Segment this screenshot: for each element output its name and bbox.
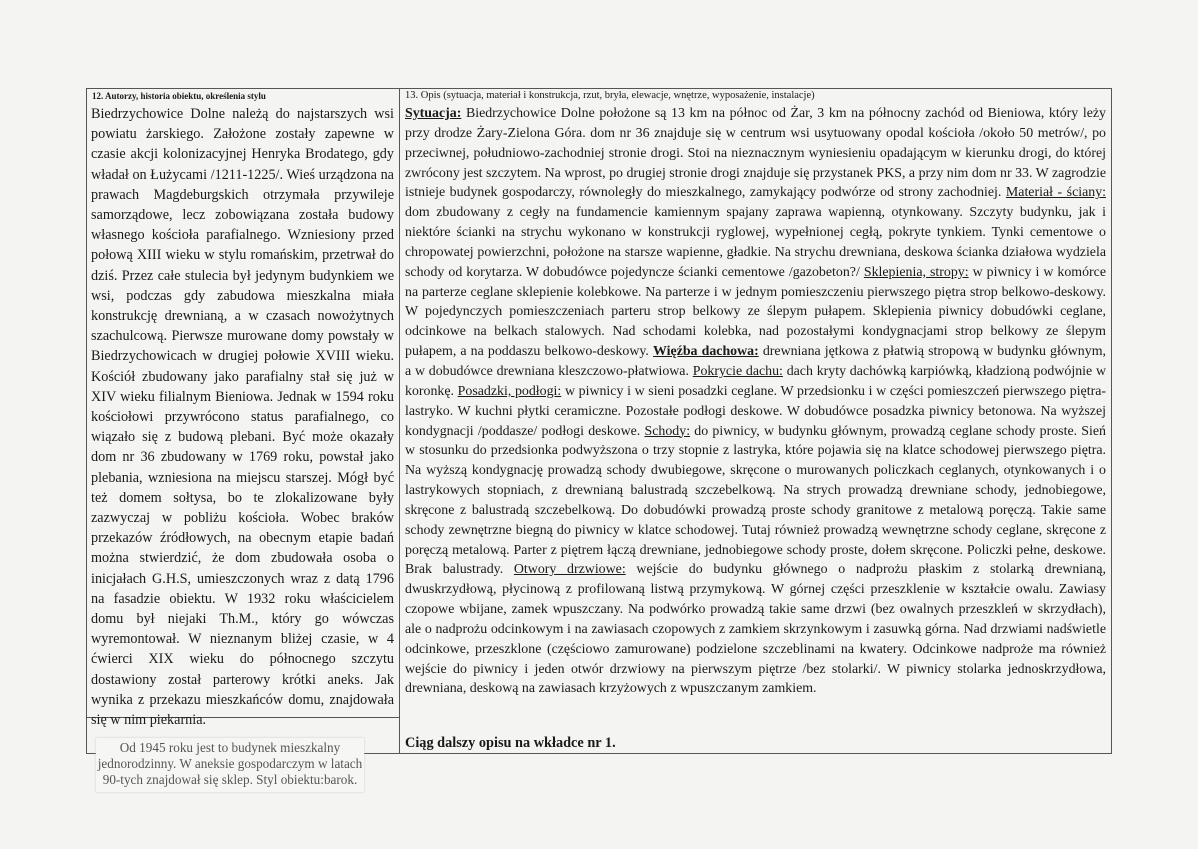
note-text: Od 1945 roku jest to budynek mieszkalny jednorodzinny. W aneksie gospodarczym w latach 90-tych znajdował się sklep. Styl obiektu:barok. <box>97 740 363 787</box>
section-label-roofing: Pokrycie dachu: <box>692 363 783 379</box>
section-label-roof-truss: Więźba dachowa: <box>653 344 759 360</box>
history-column <box>86 88 400 729</box>
history-paragraph: Biedrzychowice Dolne należą do najstarszych wsi powiatu żarskiego. Założone zostały zapewne w czasie akcji kolonizacyjnej Henryka Brodatego, gdy władał on Łużycami /1211-1225/. Wieś urządzona na prawach Magdeburgskich otrzymała przywileje samorządowe, lecz zobowiązana została budowy własnego kościoła parafialnego. Wzniesiony przed połową XIII wieku w stylu romańskim, przetrwał do dziś. Przez całe stulecia był jedynym budynkiem we wsi, podczas gdy zabudowa mieszkalna miała konstrukcję drewnianą, a w czasach nowożytnych szachulcową. Pierwsze murowane domy powstały w Biedrzychowicach w drugiej połowie XVIII wieku. Kościół zbudowany jako parafialny stał się już w XIV wieku filialnym Bieniowa. Jednak w 1594 roku kościołowi przywrócono status parafialnego, co wiązało się z budową plebani. Być może okazały dom nr 36 zbudowany w 1769 roku, powstał jako plebania, wzniesiona na miejscu starszej. Mógł być też domem sołtysa, bo te zlokalizowane były zazwyczaj w pobliżu kościoła. Wobec braków przekazów źródłowych, na obecnym etapie badań można stwierdzić, że dom zbudowała osoba o inicjałach G.H.S, umieszczonych wraz z datą 1796 na fasadzie obiektu. W 1932 roku właścicielem domu był niejaki Th.M., który go wówczas wyremontował. W nieznanym bliżej czasie, w 4 ćwierci XIX wieku do północnego szczytu dostawiony został parterowy krótki aneks. Jak wynika z przekazu mieszkańców domu, znajdowała się w nim piekarnia. <box>91 106 394 729</box>
description-column <box>399 88 1112 754</box>
continuation-note: Ciąg dalszy opisu na wkładce nr 1. <box>405 735 616 751</box>
section-text-stairs: do piwnicy, w budynku głównym, prowadzą ceglane schody proste. Sień w stosunku do przedsionka podwyższona o trzy stopnie z lastryka, które pojawia się na klatce schodowej pierwszego piętra. Na wyższą kondygnację prowadzą schody dwubiegowe, skręcone o murowanych policzkach ceglanych, otynkowanych i o lastrykowych stopniach, z drewnianą balustradą szczebelkową. Na strych prowadzą drewniane schody, jednobiegowe, skręcone z balustradą szczebelkową. Do dobudówki prowadzą proste schody granitowe z metalową poręczą. Takie same schody zewnętrzne biegną do piwnicy w klatce schodowej. Tutaj również prowadzą wewnętrzne schody ceglane, skręcone z poręczą metalową. Parter z piętrem łączą drewniane, jednobiegowe schody proste, dołem skręcone. Policzki pełne, deskowe. Brak balustrady. <box>405 423 1107 578</box>
section-text-doors: wejście do budynku głównego o nadprożu płaskim z stolarką drewnianą, dwuskrzydłową, płycinową z profilowaną listwą przymykową. W górnej części przeszklenie w kształcie owalu. Zawiasy czopowe wbijane, zamek wpuszczany. Na podwórko prowadzą takie same drzwi (bez owalnych przeszkleń w skrzydłach), ale o nadprożu odcinkowym i na zawiasach czopowych z zamkiem skrzynkowym i zasuwką górna. Nad drzwiami nadświetle odcinkowe, przeszklone (częściowo zamurowane) podzielone szczeblinami na kwatery. Odcinkowe nadproże ma również wejście do piwnicy i jeden otwór drzwiowy na pierwszym piętrze /bez stolarki/. W piwnicy stolarka jednoskrzydłowa, drewniana, deskową na zawiasach krzyżowych z wpuszczanym zamkiem. <box>405 562 1106 697</box>
section-label-walls: Materiał - ściany: <box>1005 185 1107 201</box>
section-label-floors: Posadzki, podłogi: <box>457 383 562 399</box>
section-label-vaults: Sklepienia, stropy: <box>863 264 969 280</box>
history-text <box>91 104 394 730</box>
pasted-note <box>96 738 364 792</box>
description-paragraph <box>405 104 1106 699</box>
description-text <box>405 104 1106 699</box>
section-text-situation: Biedrzychowice Dolne położone są 13 km na północ od Żar, 3 km na północny zachód od Bieniowa, który leży przy drodze Żary-Zielona Góra. dom nr 36 znajduje się w centrum wsi usytuowany opodal kościoła /około 50 metrów/, po przeciwnej, południowo-zachodniej stronie drogi. Stoi na nieznacznym wyniesieniu opadającym w kierunku drogi, do której zwrócony jest szczytem. Na wprost, po drugiej stronie drogi znajduje się przystanek PKS, a przy nim dom nr 33. W zagrodzie istnieje budynek gospodarczy, równoległy do mieszkalnego, zamykający podwórze od strony zachodniej. <box>405 106 1106 201</box>
section-text-roofing: dach kryty dachówką karpiówką, kładzioną podwójnie w koronkę. <box>405 363 1106 399</box>
section-label-situation: Sytuacja: <box>405 106 462 121</box>
section-text-roof-truss: drewniana jętkowa z płatwią stropową w budynku głównym, a w dobudówce drewniana kleszczowo-płatwiowa. <box>405 344 1106 379</box>
description-header: 13. Opis (sytuacja, materiał i konstrukcja, rzut, bryła, elewacje, wnętrze, wyposażenie, instalacje) <box>405 90 815 101</box>
history-header: 12. Autorzy, historia obiektu, określenia stylu <box>92 91 266 101</box>
section-text-floors: w piwnicy i w sieni posadzki ceglane. W przedsionku i w części pomieszczeń pierwszego piętra-lastryko. W kuchni płytki ceramiczne. Pozostałe podłogi deskowe. W dobudówce posadzka piwnicy betonowa. Na wyższej kondygnacji /poddasze/ podłogi deskowe. <box>405 383 1106 439</box>
section-label-doors: Otwory drzwiowe: <box>513 562 626 578</box>
section-text-walls: dom zbudowany z cegły na fundamencie kamiennym spajany zaprawa wapienną, otynkowany. Szczyty budynku, jak i niektóre ścianki na strychu wykonano w konstrukcji ryglowej, wypełnionej cegłą, pokryte tynkiem. Tynki cementowe o chropowatej powierzchni, położone na starsze wapienne, gładkie. Na strychu drewniana, deskowa ścianka działowa wydziela schody od korytarza. W dobudówce pojedyncze ścianki cementowe /gazobeton?/ <box>405 205 1106 280</box>
section-label-stairs: Schody: <box>644 423 691 439</box>
section-text-vaults: w piwnicy i w komórce na parterze ceglane sklepienie kolebkowe. Na parterze i w jednym pomieszczeniu pierwszego piętra strop belkowo-deskowy. W pojedynczych pomieszczeniach parteru strop belkowy ze ślepym pułapem. Sklepienia piwnicy dobudówki ceglane, odcinkowe na belkach stalowych. Nad schodami kolebka, nad pozostałymi kondygnacjami strop belkowy ze ślepym pułapem, a na poddaszu belkowo-deskowy. <box>405 264 1106 360</box>
